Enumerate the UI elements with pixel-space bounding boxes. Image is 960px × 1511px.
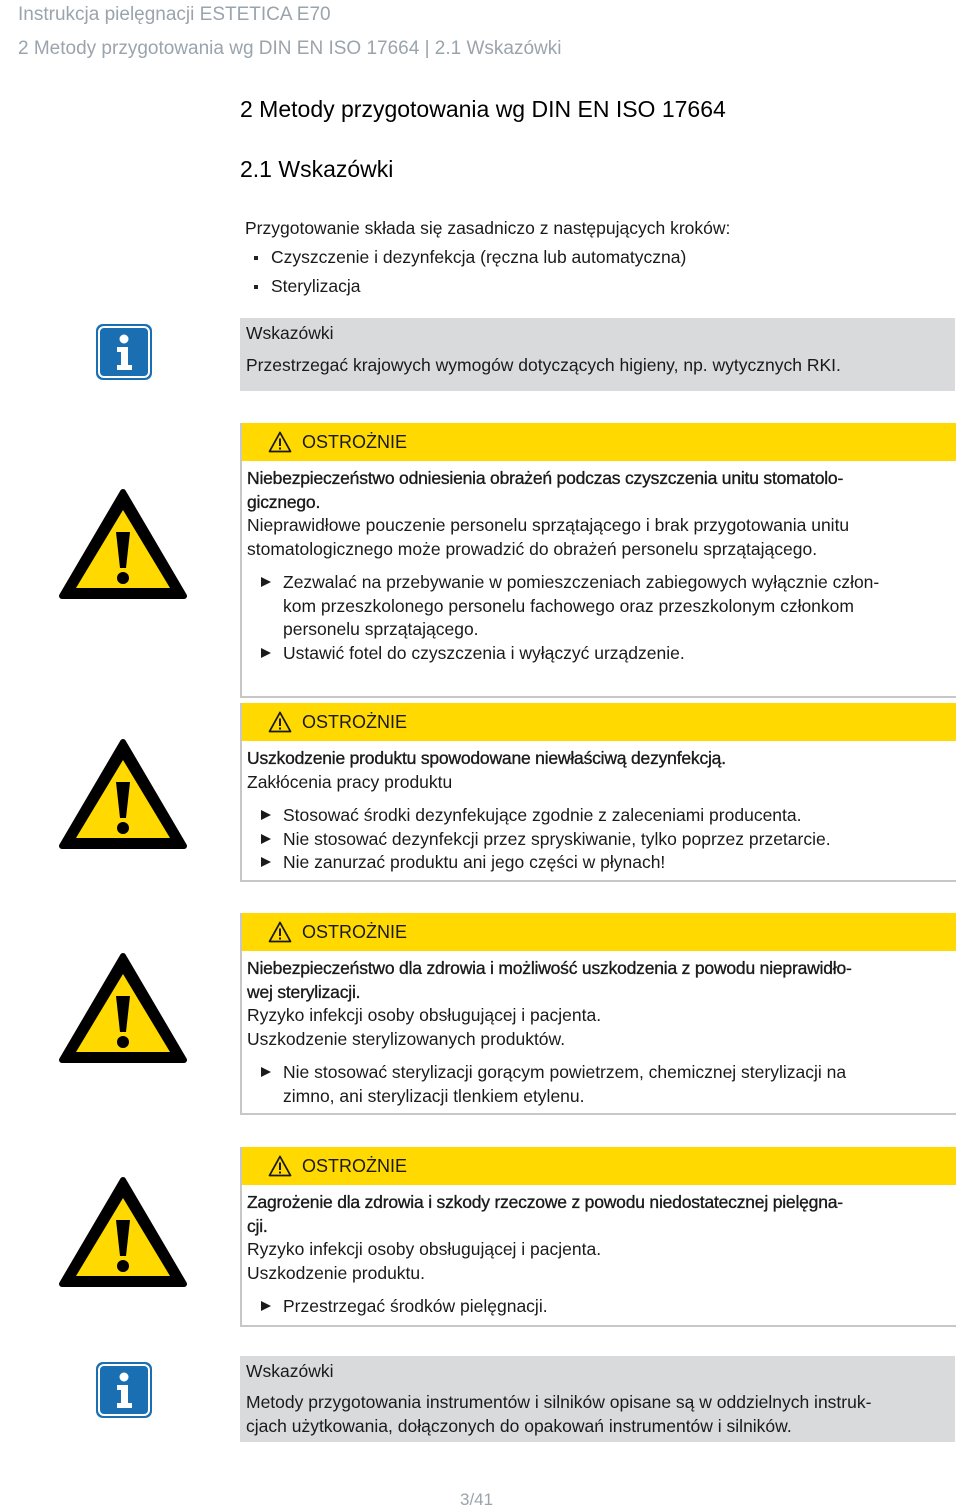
note-title: Wskazówki [246, 1361, 334, 1381]
action-item: Nie stosować sterylizacji gorącym powietrzem, chemicznej sterylizacji na zimno, ani sterylizacji tlenkiem etylenu. [247, 1061, 944, 1108]
note-body: Przestrzegać krajowych wymogów dotyczących higieny, np. wytycznych RKI. [246, 355, 841, 375]
warning-hazard: Niebezpieczeństwo dla zdrowia i możliwość uszkodzenia z powodu nieprawidło- wej sterylizacji. [247, 958, 852, 1002]
warning-triangle-icon [58, 738, 188, 850]
info-icon [96, 1362, 152, 1418]
action-item: Nie zanurzać produktu ani jego części w płynach! [247, 851, 944, 875]
action-item: Stosować środki dezynfekujące zgodnie z zaleceniami producenta. [247, 804, 944, 828]
warning-small-icon [268, 1155, 292, 1177]
action-item: Zezwalać na przebywanie w pomieszczeniach zabiegowych wyłącznie człon- kom przeszkolonego personelu fachowego oraz przeszkolonym członkom personelu sprzątającego. [247, 571, 944, 642]
warning-header [242, 703, 956, 741]
warning-header [242, 1147, 956, 1185]
warning-box [240, 423, 956, 698]
warning-consequence: Nieprawidłowe pouczenie personelu sprzątającego i brak przygotowania unitu stomatologicznego może prowadzić do obrażeń personelu sprzątającego. [247, 515, 850, 559]
chapter-title: 2 Metody przygotowania wg DIN EN ISO 17664 [240, 96, 726, 122]
warning-consequence: Ryzyko infekcji osoby obsługującej i pacjenta. Uszkodzenie sterylizowanych produktów. [247, 1005, 602, 1049]
warning-hazard: Zagrożenie dla zdrowia i szkody rzeczowe z powodu niedostatecznej pielęgna- cji. [247, 1192, 843, 1236]
note-body: Metody przygotowania instrumentów i silników opisane są w oddzielnych instruk- cjach użytkowania, dołączonych do opakowań instrumentów i silników. [246, 1392, 872, 1436]
warning-box [240, 703, 956, 882]
warning-small-icon [268, 921, 292, 943]
bullet-square-icon [254, 285, 258, 289]
bullet-square-icon [254, 256, 258, 260]
section-breadcrumb: 2 Metody przygotowania wg DIN EN ISO 17664 | 2.1 Wskazówki [18, 38, 562, 59]
action-arrow-icon [261, 857, 271, 867]
note-title: Wskazówki [246, 323, 334, 343]
document-title: Instrukcja pielęgnacji ESTETICA E70 [18, 4, 331, 25]
intro-block [245, 214, 730, 301]
warning-box [240, 1147, 956, 1327]
warning-label: OSTROŻNIE [302, 921, 408, 942]
action-item: Przestrzegać środków pielęgnacji. [247, 1295, 944, 1319]
action-arrow-icon [261, 1301, 271, 1311]
action-arrow-icon [261, 577, 271, 587]
warning-hazard: Niebezpieczeństwo odniesienia obrażeń podczas czyszczenia unitu stomatolo- gicznego. [247, 468, 844, 512]
action-arrow-icon [261, 834, 271, 844]
action-item: Nie stosować dezynfekcji przez spryskiwanie, tylko poprzez przetarcie. [247, 828, 944, 852]
warning-triangle-icon [58, 1176, 188, 1288]
warning-header [242, 423, 956, 461]
intro-bullet: Sterylizacja [245, 272, 730, 301]
warning-consequence: Zakłócenia pracy produktu [247, 771, 453, 792]
page-number: 3/41 [460, 1490, 494, 1509]
warning-box [240, 913, 956, 1115]
action-arrow-icon [261, 810, 271, 820]
warning-small-icon [268, 711, 292, 733]
section-title: 2.1 Wskazówki [240, 156, 394, 182]
warning-header [242, 913, 956, 951]
warning-small-icon [268, 431, 292, 453]
intro-bullet: Czyszczenie i dezynfekcja (ręczna lub automatyczna) [245, 243, 730, 272]
action-arrow-icon [261, 648, 271, 658]
note-box [240, 318, 955, 391]
action-item: Ustawić fotel do czyszczenia i wyłączyć urządzenie. [247, 642, 944, 666]
warning-hazard: Uszkodzenie produktu spowodowane niewłaściwą dezynfekcją. [247, 748, 726, 768]
action-arrow-icon [261, 1067, 271, 1077]
intro-text: Przygotowanie składa się zasadniczo z następujących kroków: [245, 218, 731, 238]
info-icon [96, 324, 152, 380]
warning-consequence: Ryzyko infekcji osoby obsługującej i pacjenta. Uszkodzenie produktu. [247, 1239, 602, 1283]
warning-label: OSTROŻNIE [302, 711, 408, 732]
warning-triangle-icon [58, 488, 188, 600]
warning-triangle-icon [58, 952, 188, 1064]
warning-label: OSTROŻNIE [302, 1155, 408, 1176]
warning-label: OSTROŻNIE [302, 431, 408, 452]
note-box [240, 1356, 955, 1442]
